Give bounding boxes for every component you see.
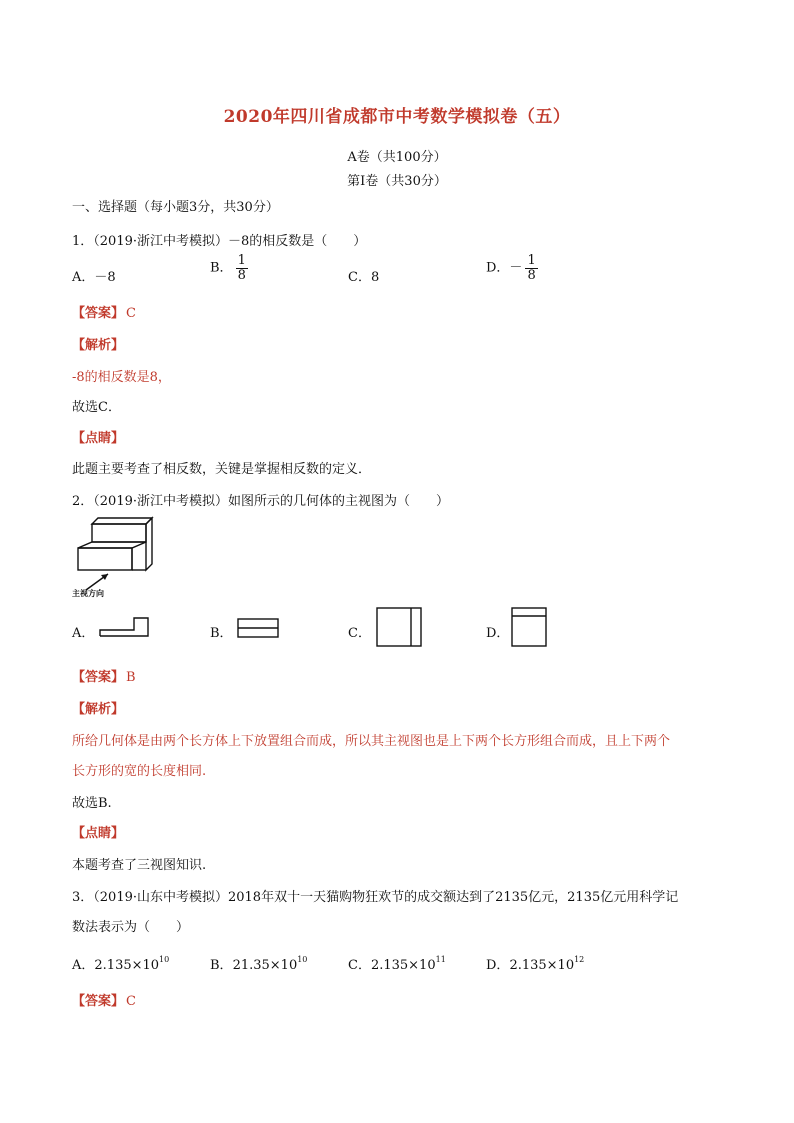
q1-option-c: C．8 — [348, 270, 380, 285]
q1-analysis-line-1: -8的相反数是8， — [72, 370, 171, 385]
q3-option-c-label: C． — [348, 958, 371, 973]
sci-exponent: 12 — [574, 955, 585, 964]
q3-option-a-label: A． — [72, 958, 95, 973]
q1-option-d-label: D．－ — [486, 260, 523, 276]
fraction-denominator: 8 — [237, 267, 246, 283]
question-3-stem-line-1: 3．（2019·山东中考模拟）2018年双十一天猫购物狂欢节的成交额达到了2135亿元，2135亿元用科学记 — [72, 890, 679, 905]
q1-option-b — [210, 254, 248, 282]
q3-option-d-label: D． — [486, 958, 510, 973]
q2-option-c: C． — [348, 626, 371, 641]
fraction — [236, 254, 248, 282]
answer-label: 【答案】 — [72, 994, 125, 1009]
subtitle-a-paper: A卷（共100分） — [347, 150, 447, 165]
q1-comment: 此题主要考查了相反数，关键是掌握相反数的定义． — [72, 462, 372, 477]
q1-option-b-label: B． — [210, 260, 233, 276]
q1-option-a: A．－8 — [72, 270, 116, 285]
subtitle-part-one: 第Ⅰ卷（共30分） — [347, 174, 447, 189]
page-title: 2020年四川省成都市中考数学模拟卷（五） — [223, 107, 571, 127]
analysis-label: 【解析】 — [72, 702, 125, 717]
question-1-stem: 1．（2019·浙江中考模拟）－8的相反数是（ ） — [72, 234, 367, 249]
analysis-label: 【解析】 — [72, 338, 125, 353]
answer-value: C — [126, 994, 136, 1009]
q2-option-d-figure — [510, 606, 548, 648]
answer-value: C — [126, 306, 136, 321]
q2-option-c-figure — [375, 606, 425, 648]
q1-analysis-line-2: 故选C． — [72, 400, 121, 415]
q2-comment: 本题考查了三视图知识. — [72, 858, 207, 873]
sci-exponent: 10 — [159, 955, 170, 964]
sci-base: 2.135×10 — [94, 958, 160, 973]
q3-answer — [72, 990, 136, 1009]
figure-caption: 主视方向 — [72, 589, 104, 598]
answer-label: 【答案】 — [72, 670, 125, 685]
q2-analysis-line-3: 故选B. — [72, 796, 112, 811]
q2-analysis-label — [72, 698, 124, 717]
fraction-numerator: 1 — [527, 253, 536, 268]
question-3-stem-line-2: 数法表示为（ ） — [72, 920, 190, 935]
q1-option-d — [486, 254, 538, 282]
sci-exponent: 11 — [435, 955, 446, 964]
comment-label: 【点睛】 — [72, 431, 125, 446]
q3-option-b-label: B． — [210, 958, 233, 973]
fraction — [525, 254, 537, 282]
sci-base: 2.135×10 — [509, 958, 575, 973]
answer-label: 【答案】 — [72, 306, 125, 321]
q3-option-d — [486, 954, 584, 973]
q1-answer — [72, 302, 136, 321]
q2-option-b-figure — [236, 617, 280, 639]
sci-base: 2.135×10 — [370, 958, 436, 973]
q2-answer — [72, 666, 136, 685]
q3-option-a — [72, 954, 169, 973]
q2-analysis-line-1: 所给几何体是由两个长方体上下放置组合而成，所以其主视图也是上下两个长方形组合而成，且上下两个 — [72, 734, 671, 749]
q2-option-a-figure — [98, 616, 150, 638]
q2-option-b: B． — [210, 626, 233, 641]
sci-exponent: 10 — [297, 955, 308, 964]
comment-label: 【点睛】 — [72, 826, 125, 841]
question-2-stem: 2．（2019·浙江中考模拟）如图所示的几何体的主视图为（ ） — [72, 494, 449, 509]
q2-option-a: A． — [72, 626, 95, 641]
q1-analysis-label — [72, 334, 124, 353]
answer-value: B — [126, 670, 136, 685]
q3-option-c — [348, 954, 446, 973]
fraction-denominator: 8 — [527, 267, 536, 283]
q2-solid-figure — [68, 514, 168, 600]
q2-option-d: D． — [486, 626, 510, 641]
section-heading: 一、选择题（每小题3分，共30分） — [72, 200, 279, 215]
fraction-numerator: 1 — [237, 253, 246, 268]
q1-comment-label — [72, 427, 124, 446]
q2-comment-label — [72, 822, 124, 841]
q3-option-b — [210, 954, 307, 973]
sci-base: 21.35×10 — [232, 958, 298, 973]
q2-analysis-line-2: 长方形的宽的长度相同. — [72, 764, 207, 779]
